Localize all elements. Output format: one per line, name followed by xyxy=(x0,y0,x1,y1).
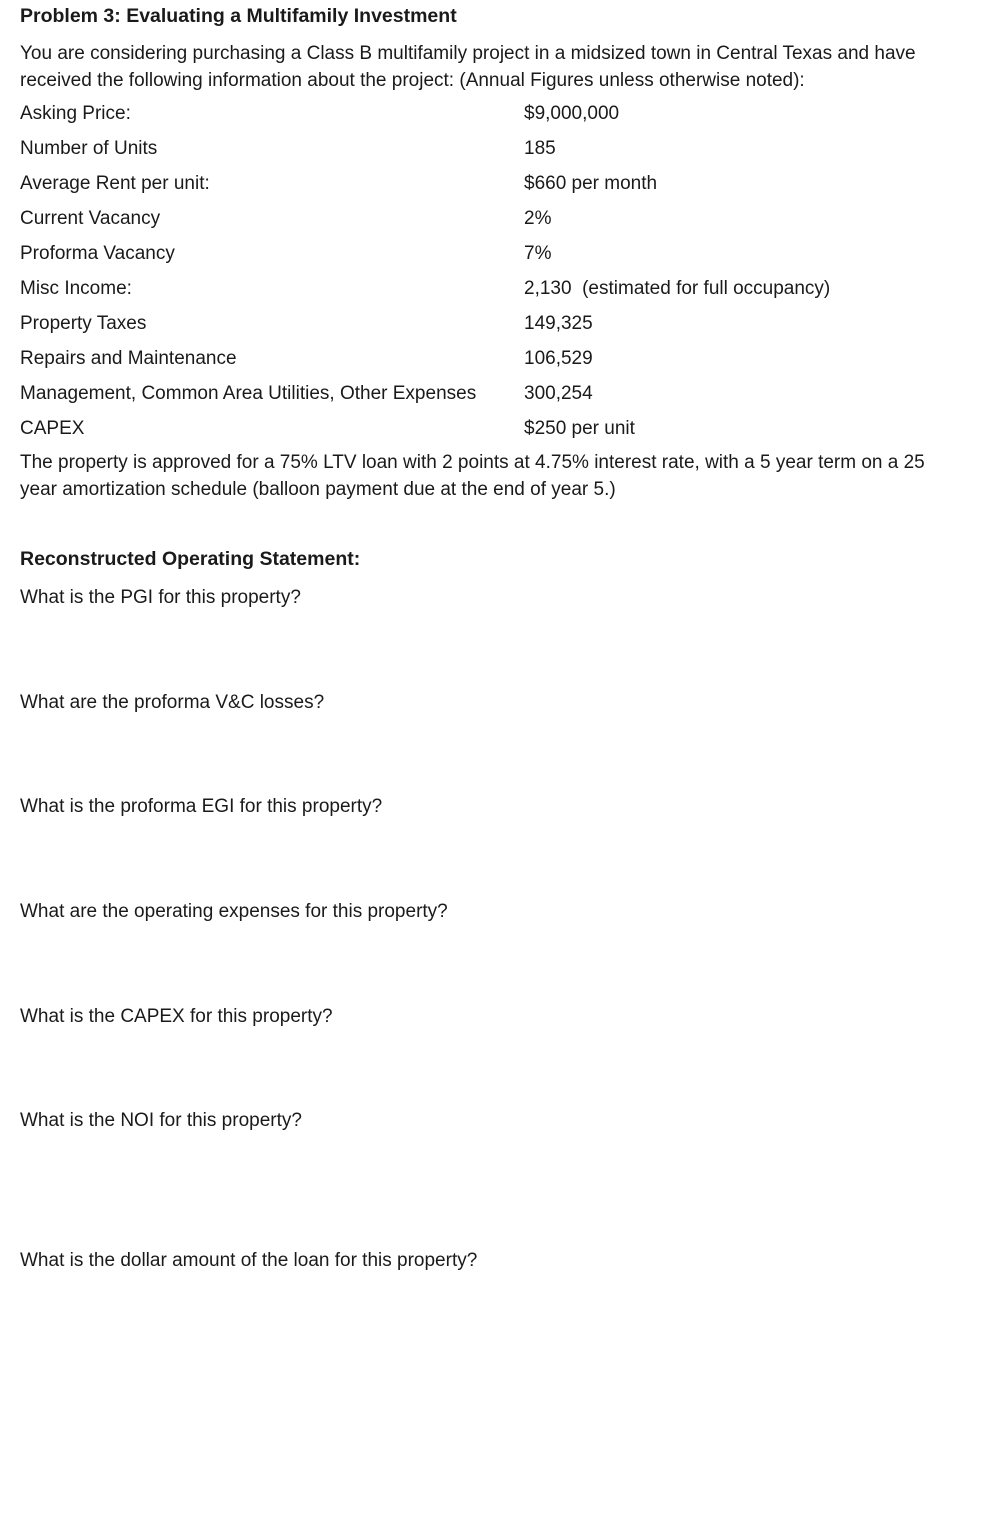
fact-value: $9,000,000 xyxy=(524,103,620,124)
fact-row-property-taxes xyxy=(20,309,970,344)
fact-value: 185 xyxy=(524,138,556,159)
fact-label: Average Rent per unit: xyxy=(20,173,210,194)
fact-label: Asking Price: xyxy=(20,103,131,124)
intro-paragraph: You are considering purchasing a Class B multifamily project in a midsized town in Central Texas and have received the following information about the project: (Annual Figures unless otherwise noted): xyxy=(20,43,916,91)
fact-value: 106,529 xyxy=(524,348,593,369)
fact-label: Proforma Vacancy xyxy=(20,243,175,264)
fact-label: Management, Common Area Utilities, Other Expenses xyxy=(20,383,477,404)
question-operating-expenses: What are the operating expenses for this property? xyxy=(20,901,448,922)
fact-row-number-of-units xyxy=(20,134,970,169)
fact-label: CAPEX xyxy=(20,418,85,439)
fact-label: Property Taxes xyxy=(20,313,147,334)
fact-row-current-vacancy xyxy=(20,204,970,239)
fact-value: 7% xyxy=(524,243,552,264)
fact-label: Number of Units xyxy=(20,138,158,159)
section-heading: Reconstructed Operating Statement: xyxy=(20,548,361,570)
fact-value: 300,254 xyxy=(524,383,593,404)
fact-value: 149,325 xyxy=(524,313,593,334)
question-vc-losses: What are the proforma V&C losses? xyxy=(20,692,325,713)
question-loan-amount: What is the dollar amount of the loan for this property? xyxy=(20,1250,478,1271)
fact-label: Current Vacancy xyxy=(20,208,161,229)
fact-value: 2% xyxy=(524,208,552,229)
fact-row-other-expenses xyxy=(20,379,970,414)
fact-row-asking-price xyxy=(20,99,970,134)
fact-value: 2,130 (estimated for full occupancy) xyxy=(524,278,831,299)
fact-row-misc-income xyxy=(20,274,970,309)
question-pgi: What is the PGI for this property? xyxy=(20,587,301,608)
question-egi: What is the proforma EGI for this property? xyxy=(20,796,383,817)
fact-row-capex xyxy=(20,414,970,449)
fact-label: Repairs and Maintenance xyxy=(20,348,237,369)
fact-row-proforma-vacancy xyxy=(20,239,970,274)
property-facts-list xyxy=(20,99,970,449)
fact-value: $250 per unit xyxy=(524,418,635,439)
fact-value: $660 per month xyxy=(524,173,658,194)
problem-title: Problem 3: Evaluating a Multifamily Investment xyxy=(20,5,457,27)
question-capex: What is the CAPEX for this property? xyxy=(20,1006,333,1027)
fact-row-average-rent xyxy=(20,169,970,204)
question-noi: What is the NOI for this property? xyxy=(20,1110,302,1131)
fact-label: Misc Income: xyxy=(20,278,132,299)
fact-row-repairs-maintenance xyxy=(20,344,970,379)
loan-terms-paragraph: The property is approved for a 75% LTV loan with 2 points at 4.75% interest rate, with a 5 year term on a 25 year amortization schedule (balloon payment due at the end of year 5.) xyxy=(20,452,925,500)
